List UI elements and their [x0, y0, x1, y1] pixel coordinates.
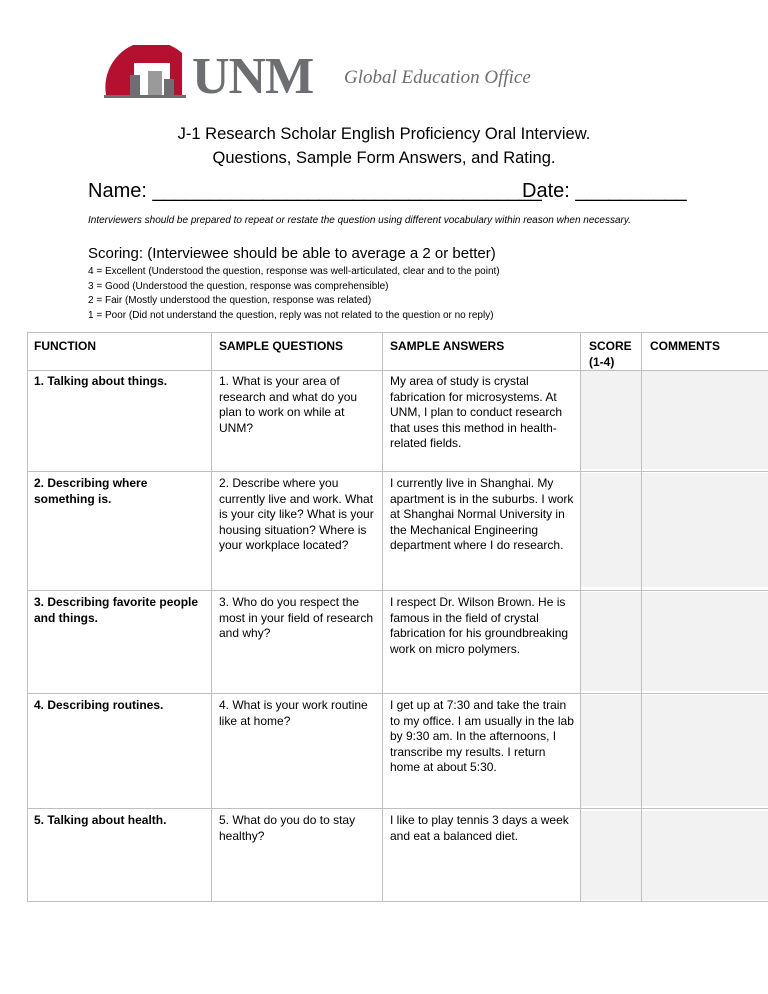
row-5-answer: I like to play tennis 3 days a week and eat a balanced diet. — [390, 813, 569, 843]
comment-cell-4[interactable] — [642, 695, 768, 806]
comment-cell-5[interactable] — [642, 811, 768, 900]
title-line-2: Questions, Sample Form Answers, and Rating. — [212, 149, 556, 167]
score-cell-1[interactable] — [581, 371, 641, 469]
row-5-function: 5. Talking about health. — [34, 813, 167, 827]
row-1-answer: My area of study is crystal fabrication for microsystems. At UNM, I plan to conduct research that uses this method in health-related fields. — [390, 374, 563, 450]
logo-text: UNM — [192, 48, 314, 105]
unm-logo — [104, 45, 544, 105]
title-line-1: J-1 Research Scholar English Proficiency Oral Interview. — [177, 125, 591, 143]
interviewer-instruction: Interviewers should be prepared to repeat or restate the question using different vocabulary within reason when necessary. — [88, 215, 631, 226]
row-3-function: 3. Describing favorite people and things. — [34, 595, 199, 625]
header-comments: COMMENTS — [650, 339, 720, 353]
scoring-scale — [88, 265, 500, 323]
score-cell-5[interactable] — [581, 811, 641, 900]
row-2-function: 2. Describing where something is. — [34, 476, 148, 506]
header-sample-answers: SAMPLE ANSWERS — [390, 339, 505, 353]
row-2-question: 2. Describe where you currently live and work. What is your city like? What is your housing situation? Where is your workplace located? — [219, 476, 374, 552]
score-cell-4[interactable] — [581, 695, 641, 806]
comment-cell-3[interactable] — [642, 592, 768, 691]
comment-cell-2[interactable] — [642, 473, 768, 587]
comment-cell-1[interactable] — [642, 371, 768, 469]
row-4-function: 4. Describing routines. — [34, 698, 164, 712]
row-3-answer: I respect Dr. Wilson Brown. He is famous in the field of crystal fabrication for his groundbreaking work on micro polymers. — [390, 595, 569, 656]
scale-level-2: 2 = Fair (Mostly understood the question, response was related) — [88, 295, 372, 307]
score-cell-3[interactable] — [581, 592, 641, 691]
scale-level-4: 4 = Excellent (Understood the question, response was well-articulated, clear and to the point) — [88, 266, 500, 277]
header-score: SCORE (1-4) — [589, 339, 632, 369]
score-cell-2[interactable] — [581, 473, 641, 587]
logo-subtitle: Global Education Office — [344, 67, 531, 88]
row-2-answer: I currently live in Shanghai. My apartment is in the suburbs. I work at Shanghai Normal University in the Mechanical Engineering department where I do research. — [390, 476, 574, 552]
header-function: FUNCTION — [34, 339, 96, 353]
date-field[interactable]: Date: __________ — [522, 180, 687, 202]
scoring-heading: Scoring: (Interviewee should be able to average a 2 or better) — [88, 245, 496, 262]
name-field[interactable]: Name: ___________________________________ — [88, 180, 542, 202]
row-1-function: 1. Talking about things. — [34, 374, 168, 388]
row-3-question: 3. Who do you respect the most in your field of research and why? — [219, 595, 374, 640]
row-1-question: 1. What is your area of research and what do you plan to work on while at UNM? — [219, 374, 358, 435]
scale-level-3: 3 = Good (Understood the question, response was comprehensible) — [88, 280, 389, 292]
row-4-question: 4. What is your work routine like at home? — [219, 698, 368, 728]
row-4-answer: I get up at 7:30 and take the train to my office. I am usually in the lab by 9:30 am. In the afternoons, I transcribe my results. I return home at about 5:30. — [390, 698, 574, 774]
header-sample-questions: SAMPLE QUESTIONS — [219, 339, 344, 353]
page-title — [0, 122, 768, 170]
scale-level-1: 1 = Poor (Did not understand the question, reply was not related to the question or no reply) — [88, 309, 494, 321]
row-5-question: 5. What do you do to stay healthy? — [219, 813, 356, 843]
